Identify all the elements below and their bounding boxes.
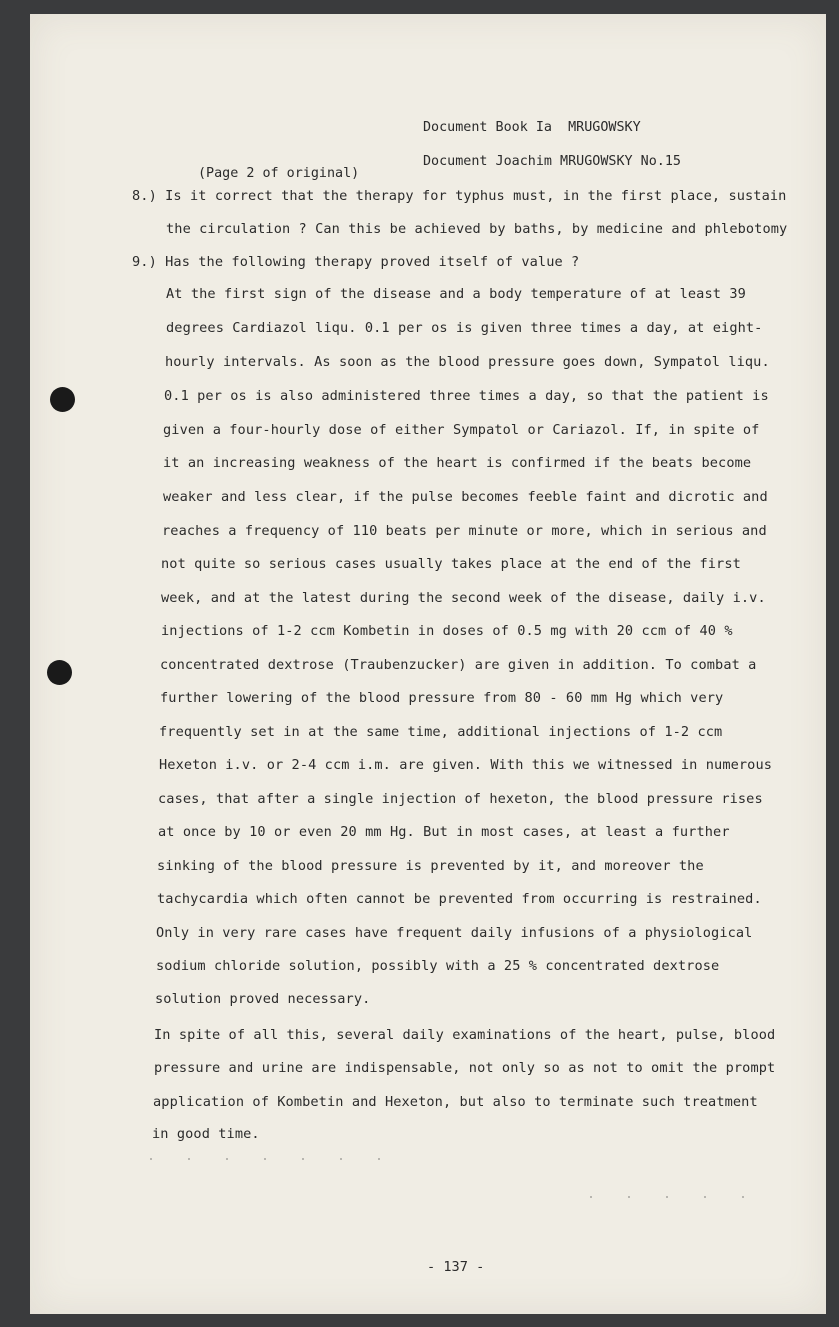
body-line: pressure and urine are indispensable, not only so as not to omit the prompt [154,1060,776,1076]
body-line: 8.) Is it correct that the therapy for typhus must, in the first place, sustain [132,188,787,204]
body-line: sodium chloride solution, possibly with a 25 % concentrated dextrose [156,958,720,974]
page-of-original-note: (Page 2 of original) [198,166,360,181]
body-line: tachycardia which often cannot be prevented from occurring is restrained. [157,891,762,907]
body-line: sinking of the blood pressure is prevented by it, and moreover the [157,858,704,874]
body-line: frequently set in at the same time, additional injections of 1-2 ccm [159,724,723,740]
body-line: injections of 1-2 ccm Kombetin in doses of 0.5 mg with 20 ccm of 40 % [161,623,733,639]
document-page [30,14,826,1314]
punch-hole-bottom [47,660,72,685]
body-line: concentrated dextrose (Traubenzucker) are given in addition. To combat a [160,657,757,673]
faint-typewriter-residue [590,1196,765,1198]
body-line: In spite of all this, several daily examinations of the heart, pulse, blood [154,1027,776,1043]
page-number: - 137 - [427,1259,485,1275]
body-line: in good time. [152,1126,260,1142]
body-line: week, and at the latest during the second week of the disease, daily i.v. [161,590,766,606]
faint-typewriter-residue [150,1158,410,1160]
body-line: Hexeton i.v. or 2-4 ccm i.m. are given. With this we witnessed in numerous [159,757,773,773]
body-line: not quite so serious cases usually takes place at the end of the first [161,556,741,572]
body-line: solution proved necessary. [155,991,371,1007]
body-line: reaches a frequency of 110 beats per minute or more, which in serious and [162,523,767,539]
body-line: the circulation ? Can this be achieved by baths, by medicine and phlebotomy [166,221,788,237]
document-book-header: Document Book Ia MRUGOWSKY [423,120,641,135]
body-line: at once by 10 or even 20 mm Hg. But in most cases, at least a further [158,824,730,840]
body-line: given a four-hourly dose of either Sympatol or Cariazol. If, in spite of [163,422,760,438]
body-line: 9.) Has the following therapy proved itself of value ? [132,254,580,270]
body-line: weaker and less clear, if the pulse becomes feeble faint and dicrotic and [163,489,768,505]
body-line: At the first sign of the disease and a body temperature of at least 39 [166,286,746,302]
body-line: it an increasing weakness of the heart is confirmed if the beats become [163,455,752,471]
body-line: 0.1 per os is also administered three times a day, so that the patient is [164,388,769,404]
body-line: cases, that after a single injection of hexeton, the blood pressure rises [158,791,763,807]
body-line: application of Kombetin and Hexeton, but also to terminate such treatment [153,1094,758,1110]
body-line: Only in very rare cases have frequent daily infusions of a physiological [156,925,753,941]
body-line: further lowering of the blood pressure from 80 - 60 mm Hg which very [160,690,724,706]
body-line: degrees Cardiazol liqu. 0.1 per os is given three times a day, at eight- [166,320,763,336]
punch-hole-top [50,387,75,412]
document-number-header: Document Joachim MRUGOWSKY No.15 [423,154,681,169]
body-line: hourly intervals. As soon as the blood pressure goes down, Sympatol liqu. [165,354,770,370]
